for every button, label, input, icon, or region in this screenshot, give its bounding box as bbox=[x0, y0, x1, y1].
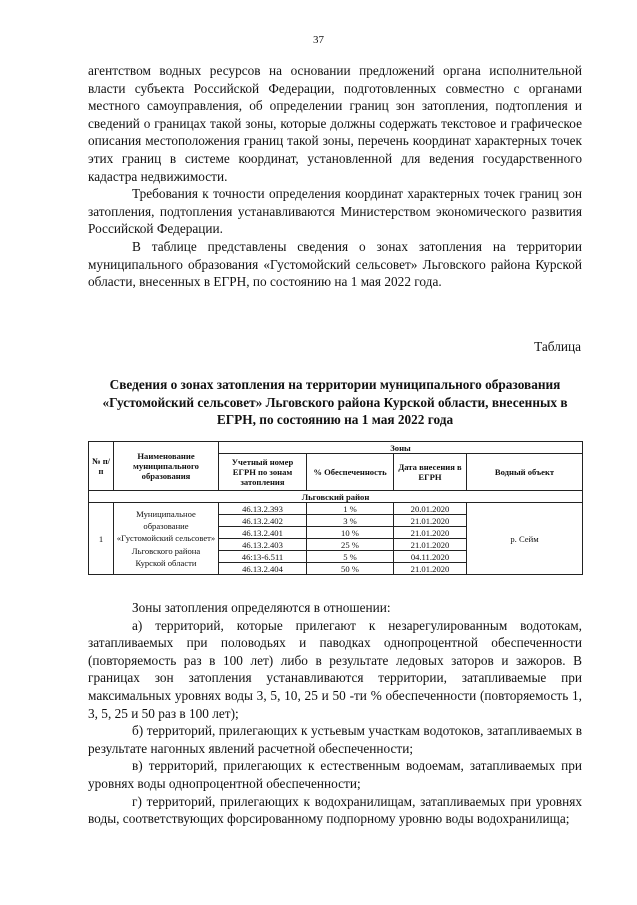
reg-number-cell: 46.13.2.403 bbox=[219, 539, 307, 551]
header-date: Дата внесения в ЕГРН bbox=[394, 454, 467, 491]
date-cell: 21.01.2020 bbox=[394, 539, 467, 551]
body-paragraph-3: б) территорий, прилегающих к устьевым участкам водотоков, затапливаемых в результате нагонных явлений расчетной обеспеченности; bbox=[88, 723, 582, 756]
intro-paragraph-1: агентством водных ресурсов на основании предложений органа исполнительной власти субъекта Российской Федерации, подготовленных совместно с органами местного самоуправления, об определении границ зон затопления, подтопления и сведений о границах такой зоны, которые должны содержать текстовое и графическое описания местоположения границ такой зоны, перечень координат характерных точек этих границ в системе координат, установленной для ведения государственного кадастра недвижимости. bbox=[88, 63, 582, 184]
body-paragraph-4: в) территорий, прилегающих к естественным водоемам, затапливаемых при уровнях воды однопроцентной обеспеченности; bbox=[88, 758, 582, 791]
table-label: Таблица bbox=[534, 339, 581, 354]
header-percent: % Обеспеченность bbox=[307, 454, 394, 491]
percent-cell: 50 % bbox=[307, 563, 394, 575]
intro-text bbox=[88, 62, 582, 291]
header-num: № п/п bbox=[89, 442, 114, 491]
reg-number-cell: 46:13-6.511 bbox=[219, 551, 307, 563]
page-number: 37 bbox=[313, 34, 324, 46]
body-paragraph-5: г) территорий, прилегающих к водохранилищам, затапливаемых при уровнях воды, соответствующих форсированному подпорному уровню воды водохранилища; bbox=[88, 793, 582, 827]
percent-cell: 1 % bbox=[307, 503, 394, 515]
date-cell: 21.01.2020 bbox=[394, 563, 467, 575]
intro-paragraph-2: Требования к точности определения координат характерных точек границ зон затопления, подтопления устанавливаются Министерством экономического развития Российской Федерации. bbox=[88, 186, 582, 237]
percent-cell: 5 % bbox=[307, 551, 394, 563]
body-paragraph-1: Зоны затопления определяются в отношении: bbox=[132, 600, 391, 615]
header-reg-number: Учетный номер ЕГРН по зонам затопления bbox=[219, 454, 307, 491]
percent-cell: 3 % bbox=[307, 515, 394, 527]
body-text bbox=[88, 599, 582, 828]
date-cell: 20.01.2020 bbox=[394, 503, 467, 515]
date-cell: 21.01.2020 bbox=[394, 527, 467, 539]
intro-paragraph-3: В таблице представлены сведения о зонах затопления на территории муниципального образования «Густомойский сельсовет» Льговского района Курской области, внесенных в ЕГРН, по состоянию на 1 мая 2022 года. bbox=[88, 238, 582, 290]
header-zones: Зоны bbox=[219, 442, 583, 454]
reg-number-cell: 46.13.2.402 bbox=[219, 515, 307, 527]
flood-zones-table bbox=[88, 441, 583, 575]
reg-number-cell: 46.13.2.393 bbox=[219, 503, 307, 515]
reg-number-cell: 46.13.2.404 bbox=[219, 563, 307, 575]
percent-cell: 25 % bbox=[307, 539, 394, 551]
date-cell: 21.01.2020 bbox=[394, 515, 467, 527]
reg-number-cell: 46.13.2.401 bbox=[219, 527, 307, 539]
date-cell: 04.11.2020 bbox=[394, 551, 467, 563]
body-paragraph-2: а) территорий, которые прилегают к незарегулированным водотокам, затапливаемых при половодьях и паводках однопроцентной обеспеченности (повторяемость раз в 100 лет) либо в результате ледовых заторов и зажоров. В границах зон затопления устанавливаются территории, затапливаемые при максимальных уровнях воды 3, 5, 10, 25 и 50 -ти % обеспеченности (повторяемость 1, 3, 5, 25 и 50 раз в 100 лет); bbox=[88, 617, 582, 721]
header-water: Водный объект bbox=[467, 454, 583, 491]
municipality-name: Муниципальное образование «Густомойский сельсовет» Льговского района Курской области bbox=[114, 503, 219, 575]
water-object: р. Сейм bbox=[467, 503, 583, 575]
row-number: 1 bbox=[89, 503, 114, 575]
percent-cell: 10 % bbox=[307, 527, 394, 539]
header-name: Наименование муниципального образования bbox=[114, 442, 219, 491]
district-row: Льговский район bbox=[89, 491, 583, 503]
table-title: Сведения о зонах затопления на территории муниципального образования «Густомойский сельсовет» Льговского района Курской области, внесенных в ЕГРН, по состоянию на 1 мая 2022 года bbox=[102, 377, 568, 427]
